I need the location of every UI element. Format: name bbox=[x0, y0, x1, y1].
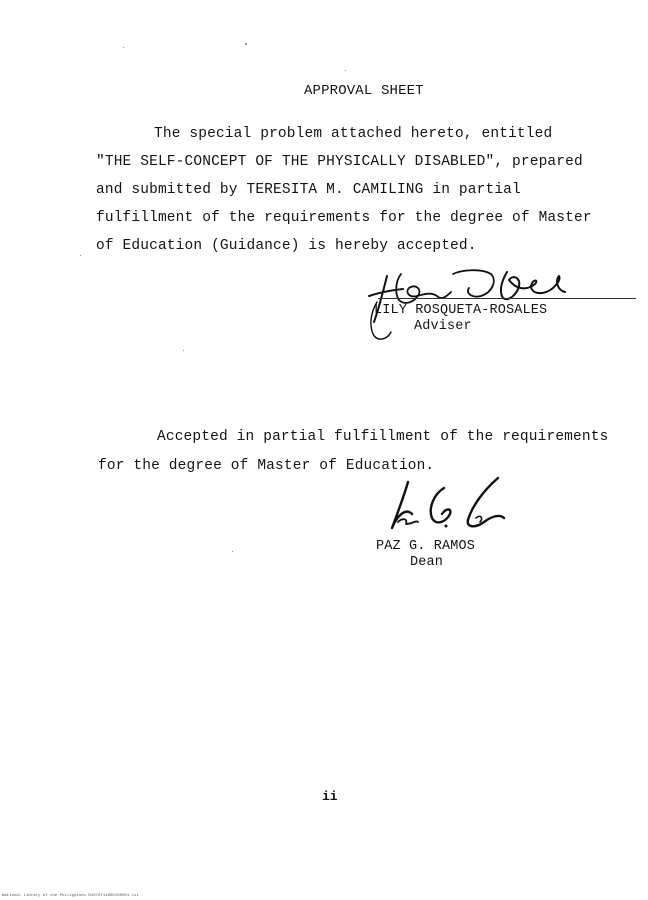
body-line-5: of Education (Guidance) is hereby accepted. bbox=[96, 238, 477, 254]
dean-role: Dean bbox=[410, 555, 444, 570]
body-line-4: fulfillment of the requirements for the degree of Master bbox=[96, 210, 592, 226]
scan-speck bbox=[80, 255, 81, 256]
footer-credit: National Library of the Philippines B1070711900100001 1it bbox=[2, 894, 139, 898]
adviser-name: LILY ROSQUETA-ROSALES bbox=[374, 303, 548, 318]
dean-name: PAZ G. RAMOS bbox=[376, 539, 476, 554]
body-line-3: and submitted by TERESITA M. CAMILING in partial bbox=[96, 182, 521, 198]
page-number: ii bbox=[322, 789, 338, 804]
scan-speck bbox=[123, 47, 124, 48]
adviser-signature-line bbox=[378, 298, 636, 299]
approval-sheet-title: APPROVAL SHEET bbox=[304, 83, 424, 99]
acceptance-line-1: Accepted in partial fulfillment of the requirements bbox=[157, 429, 609, 445]
body-line-1: The special problem attached hereto, entitled bbox=[154, 126, 553, 142]
scan-speck bbox=[232, 551, 233, 552]
adviser-role: Adviser bbox=[414, 319, 472, 334]
scan-speck bbox=[183, 350, 184, 351]
scan-speck bbox=[345, 70, 346, 71]
dean-signature bbox=[372, 470, 512, 535]
acceptance-line-2: for the degree of Master of Education. bbox=[98, 458, 435, 474]
scan-speck bbox=[245, 43, 247, 45]
body-line-2: "THE SELF-CONCEPT OF THE PHYSICALLY DISABLED", prepared bbox=[96, 154, 583, 170]
